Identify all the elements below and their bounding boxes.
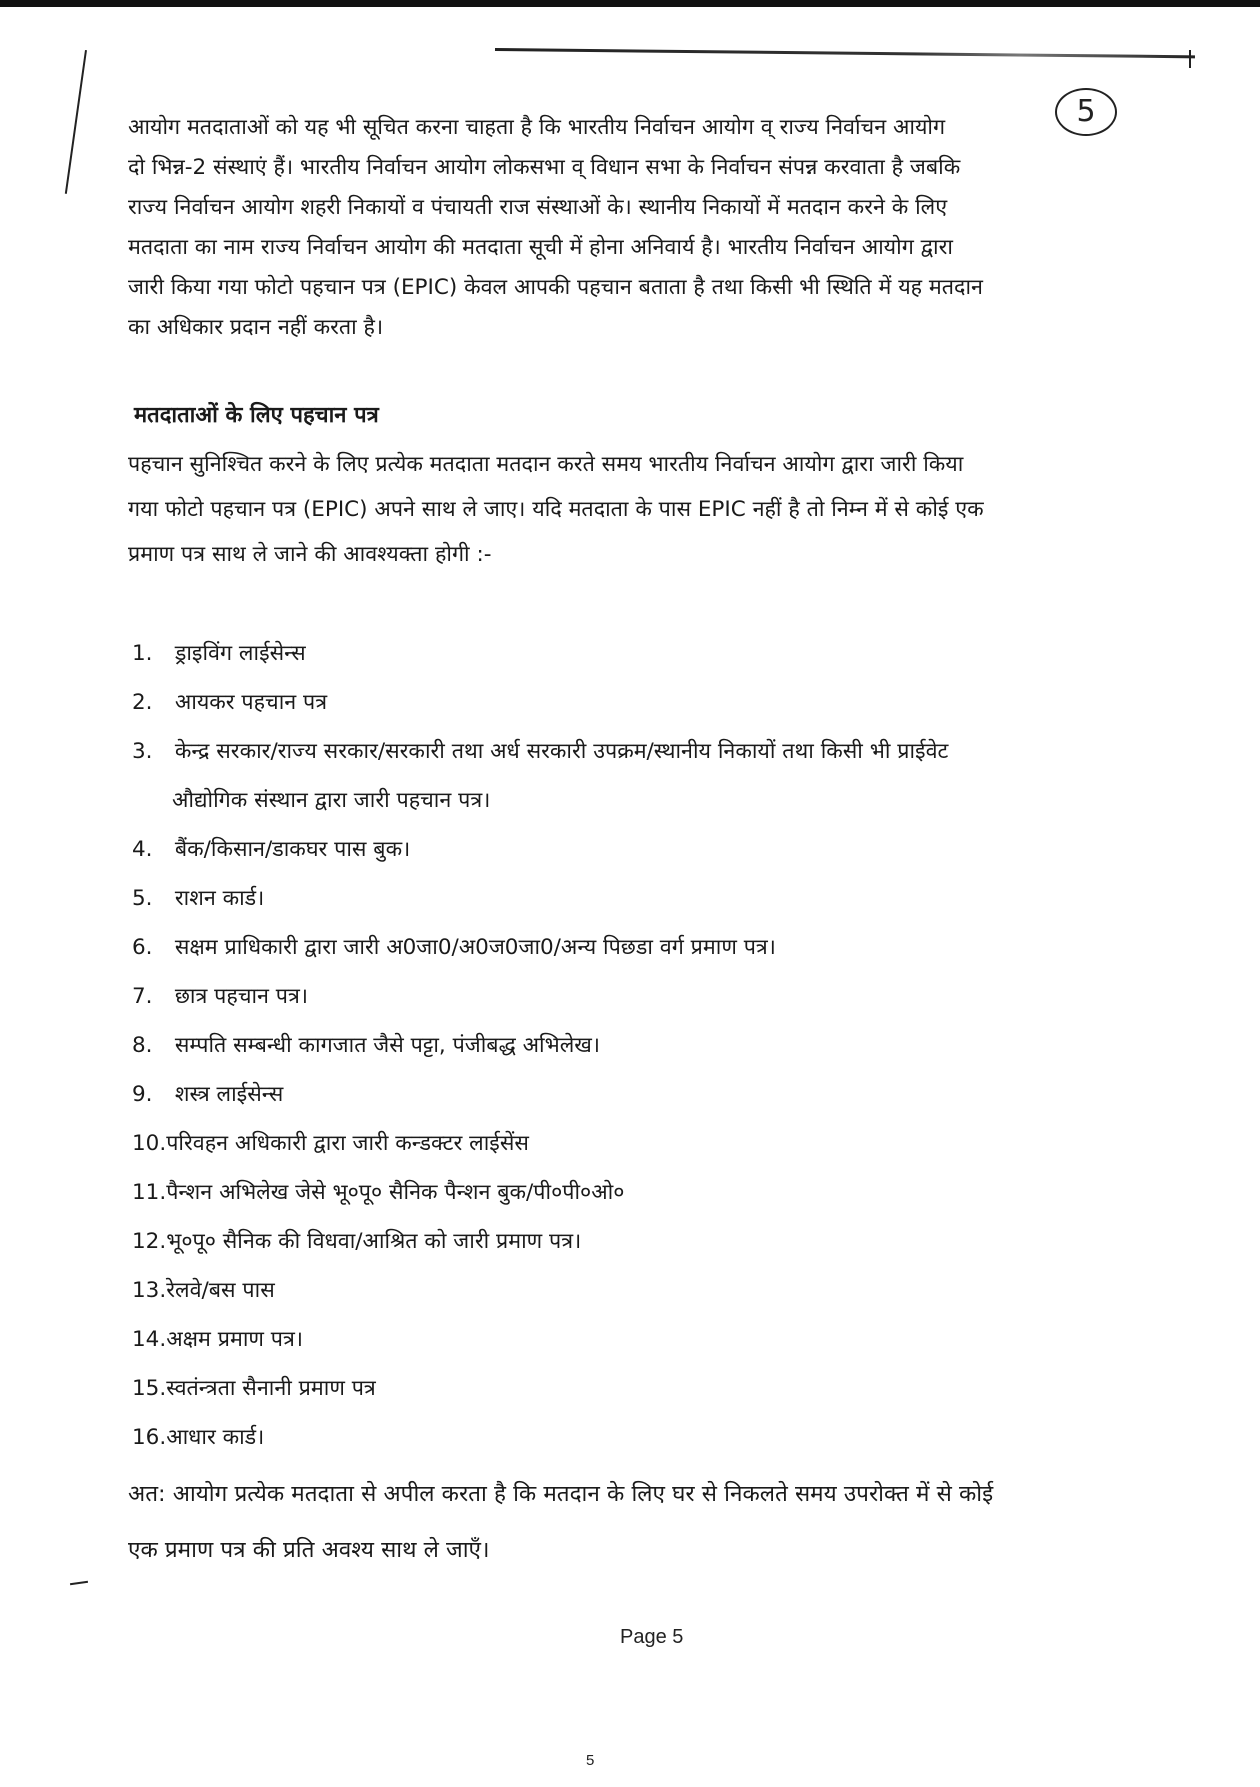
list-item (132, 874, 1178, 923)
list-item-continuation: औद्योगिक संस्थान द्वारा जारी पहचान पत्र। (172, 788, 491, 813)
list-item-text: बैंक/किसान/डाकघर पास बुक। (174, 837, 411, 862)
list-item-text: ड्राइविंग लाईसेन्स (174, 641, 306, 666)
list-item (132, 629, 1178, 678)
list-item-number: 8. (132, 1033, 153, 1058)
list-item (132, 1266, 1178, 1315)
id-requirement-paragraph (128, 442, 1178, 577)
scan-artifact-tick (1189, 50, 1191, 68)
footer-page-number: 5 (586, 1752, 595, 1769)
list-item-number: 7. (132, 984, 153, 1009)
list-item (132, 678, 1178, 727)
section-heading: मतदाताओं के लिए पहचान पत्र (134, 403, 379, 428)
list-item (132, 1364, 1178, 1413)
list-item-number: 9. (132, 1082, 153, 1107)
intro-line: दो भिन्न-2 संस्थाएं हैं। भारतीय निर्वाचन आयोग लोकसभा व् विधान सभा के निर्वाचन संपन्न करवाता है जबकि (128, 155, 961, 180)
list-item (132, 923, 1178, 972)
margin-pen-mark (65, 50, 87, 194)
scan-artifact-line (495, 48, 1195, 58)
list-item-number: 1. (132, 641, 153, 666)
list-item-text: आधार कार्ड। (166, 1425, 265, 1450)
list-item-text: शस्त्र लाईसेन्स (174, 1082, 284, 1107)
list-item (132, 1217, 1178, 1266)
list-item-number: 6. (132, 935, 153, 960)
list-item-text: सक्षम प्राधिकारी द्वारा जारी अ0जा0/अ0ज0जा0/अन्य पिछडा वर्ग प्रमाण पत्र। (174, 935, 776, 960)
list-item-number: 16. (132, 1425, 167, 1450)
list-item (132, 1021, 1178, 1070)
intro-line: मतदाता का नाम राज्य निर्वाचन आयोग की मतदाता सूची में होना अनिवार्य है। भारतीय निर्वाचन आयोग द्वारा (128, 235, 953, 260)
requirement-line: पहचान सुनिश्चित करने के लिए प्रत्येक मतदाता मतदान करते समय भारतीय निर्वाचन आयोग द्वारा जारी किया (128, 452, 964, 477)
list-item-text: भू०पू० सैनिक की विधवा/आश्रित को जारी प्रमाण पत्र। (166, 1229, 582, 1254)
list-item (132, 1315, 1178, 1364)
list-item-number: 15. (132, 1376, 167, 1401)
list-item (132, 1413, 1178, 1462)
intro-line: आयोग मतदाताओं को यह भी सूचित करना चाहता है कि भारतीय निर्वाचन आयोग व् राज्य निर्वाचन आयोग (128, 115, 946, 140)
closing-line: एक प्रमाण पत्र की प्रति अवश्य साथ ले जाएँ। (128, 1537, 490, 1563)
list-item (132, 727, 1178, 776)
intro-line: राज्य निर्वाचन आयोग शहरी निकायों व पंचायती राज संस्थाओं के। स्थानीय निकायों में मतदान करने के लिए (128, 195, 948, 220)
list-item (132, 1119, 1178, 1168)
list-item-number: 14. (132, 1327, 167, 1352)
page-label: Page 5 (620, 1626, 684, 1648)
closing-paragraph (128, 1466, 1178, 1578)
document-body (128, 108, 1178, 1578)
list-item-text: आयकर पहचान पत्र (174, 690, 328, 715)
list-item-text: अक्षम प्रमाण पत्र। (166, 1327, 304, 1352)
intro-line: जारी किया गया फोटो पहचान पत्र (EPIC) केवल आपकी पहचान बताता है तथा किसी भी स्थिति में यह मतदान (128, 275, 983, 300)
intro-line: का अधिकार प्रदान नहीं करता है। (128, 315, 384, 340)
circled-page-number: 5 (1055, 88, 1117, 136)
list-item (132, 972, 1178, 1021)
list-item-number: 3. (132, 739, 153, 764)
list-item-text: राशन कार्ड। (174, 886, 265, 911)
list-item-number: 4. (132, 837, 153, 862)
list-item-text: सम्पति सम्बन्धी कागजात जैसे पट्टा, पंजीबद्ध अभिलेख। (174, 1033, 601, 1058)
requirement-line: प्रमाण पत्र साथ ले जाने की आवश्यक्ता होगी :- (128, 542, 492, 567)
list-item-number: 12. (132, 1229, 167, 1254)
list-item (132, 825, 1178, 874)
closing-line: अत: आयोग प्रत्येक मतदाता से अपील करता है कि मतदान के लिए घर से निकलते समय उपरोक्त में से कोई (128, 1481, 994, 1507)
list-item-number: 13. (132, 1278, 167, 1303)
accepted-documents-list (132, 629, 1178, 1462)
list-item-text: छात्र पहचान पत्र। (174, 984, 309, 1009)
list-item-number: 10. (132, 1131, 167, 1156)
list-item-number: 2. (132, 690, 153, 715)
list-item-text: रेलवे/बस पास (166, 1278, 275, 1303)
list-item-text: पैन्शन अभिलेख जेसे भू०पू० सैनिक पैन्शन बुक/पी०पी०ओ० (166, 1180, 625, 1205)
intro-paragraph (128, 108, 1178, 348)
list-item (132, 1070, 1178, 1119)
list-item-number: 11. (132, 1180, 167, 1205)
list-item-text: केन्द्र सरकार/राज्य सरकार/सरकारी तथा अर्ध सरकारी उपक्रम/स्थानीय निकायों तथा किसी भी प्राईवेट (174, 739, 949, 764)
top-border-rule (0, 0, 1260, 7)
requirement-line: गया फोटो पहचान पत्र (EPIC) अपने साथ ले जाए। यदि मतदाता के पास EPIC नहीं है तो निम्न में से कोई एक (128, 497, 984, 522)
list-item (132, 1168, 1178, 1217)
list-item-number: 5. (132, 886, 153, 911)
list-item-text: परिवहन अधिकारी द्वारा जारी कन्डक्टर लाईसेंस (166, 1131, 529, 1156)
list-item-text: स्वतंन्त्रता सैनानी प्रमाण पत्र (166, 1376, 376, 1401)
margin-dash-mark (70, 1581, 88, 1585)
